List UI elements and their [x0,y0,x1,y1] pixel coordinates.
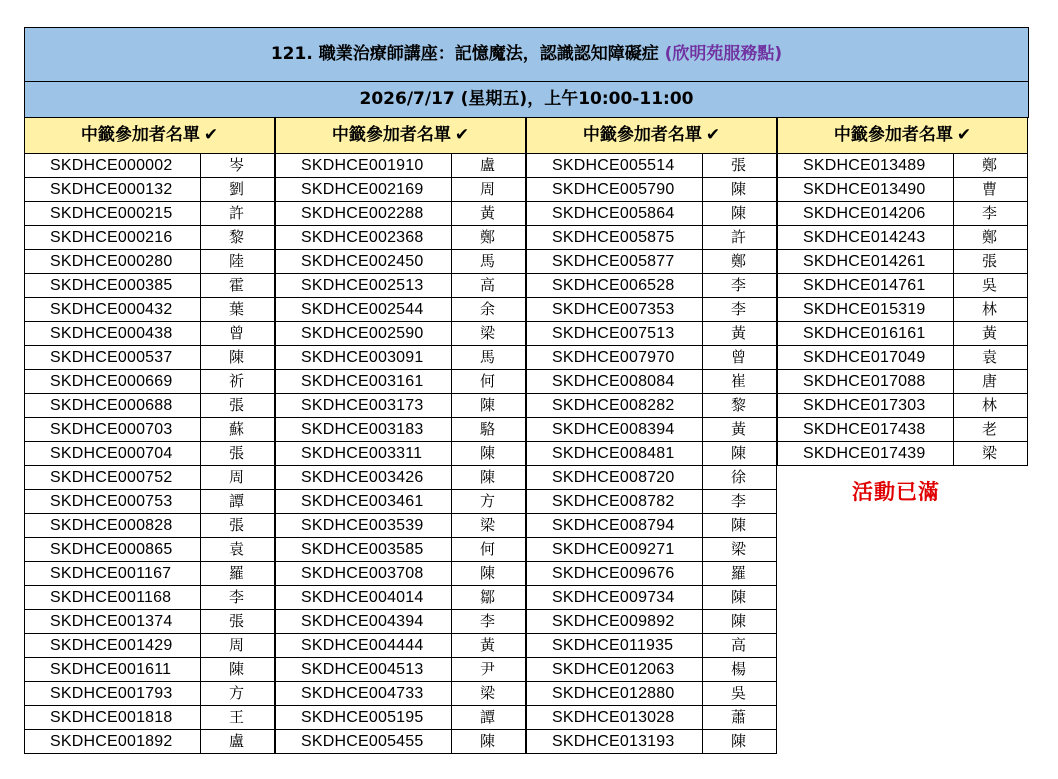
participant-surname: 張 [201,610,275,633]
table-row [24,706,275,730]
participant-code: SKDHCE007353 [526,298,703,321]
table-row [777,346,1028,370]
table-row [275,586,526,610]
participant-surname: 陳 [703,610,777,633]
participant-surname: 陳 [703,586,777,609]
participant-code: SKDHCE000132 [24,178,201,201]
table-row [275,466,526,490]
table-row [275,490,526,514]
column-header-label: 中籤參加者名單 [80,125,200,145]
participant-code: SKDHCE000753 [24,490,201,513]
participant-surname: 岑 [201,154,275,177]
participant-surname: 駱 [452,418,526,441]
participant-surname: 吳 [954,274,1028,297]
participant-code: SKDHCE004733 [275,682,452,705]
table-row [275,298,526,322]
participant-code: SKDHCE005514 [526,154,703,177]
table-row [275,250,526,274]
table-row [526,514,777,538]
participant-code: SKDHCE000537 [24,346,201,369]
participant-code: SKDHCE002513 [275,274,452,297]
participant-surname: 盧 [201,730,275,753]
participant-surname: 林 [954,394,1028,417]
participant-code: SKDHCE009892 [526,610,703,633]
table-row [526,418,777,442]
participant-surname: 李 [954,202,1028,225]
table-row [526,490,777,514]
participant-code: SKDHCE002590 [275,322,452,345]
participant-column-1 [24,118,275,754]
participant-surname: 鄭 [954,226,1028,249]
participant-code: SKDHCE003461 [275,490,452,513]
participant-surname: 許 [201,202,275,225]
participant-surname: 馬 [452,346,526,369]
participant-code: SKDHCE005195 [275,706,452,729]
participant-surname: 羅 [703,562,777,585]
table-row [24,322,275,346]
participant-code: SKDHCE017439 [777,442,954,465]
participant-surname: 黎 [703,394,777,417]
participant-surname: 周 [201,634,275,657]
table-row [526,370,777,394]
participant-code: SKDHCE002169 [275,178,452,201]
participant-surname: 黃 [452,634,526,657]
participant-surname: 梁 [452,514,526,537]
participant-code: SKDHCE000438 [24,322,201,345]
participant-surname: 黎 [201,226,275,249]
table-row [777,226,1028,250]
participant-code: SKDHCE013028 [526,706,703,729]
participant-surname: 劉 [201,178,275,201]
table-row [526,274,777,298]
table-row [275,154,526,178]
participant-code: SKDHCE001910 [275,154,452,177]
participant-surname: 蕭 [703,706,777,729]
participant-code: SKDHCE002368 [275,226,452,249]
table-row [526,394,777,418]
participant-column-4 [777,118,1028,466]
participant-surname: 林 [954,298,1028,321]
table-row [526,730,777,754]
participant-surname: 梁 [452,322,526,345]
table-row [777,274,1028,298]
participant-surname: 曹 [954,178,1028,201]
participant-code: SKDHCE012880 [526,682,703,705]
participant-surname: 陳 [703,202,777,225]
participant-surname: 李 [703,274,777,297]
participant-code: SKDHCE005875 [526,226,703,249]
participant-surname: 譚 [201,490,275,513]
participant-code: SKDHCE009676 [526,562,703,585]
participant-code: SKDHCE005790 [526,178,703,201]
participant-code: SKDHCE016161 [777,322,954,345]
participant-surname: 李 [201,586,275,609]
table-row [777,418,1028,442]
participant-code: SKDHCE000432 [24,298,201,321]
table-row [24,202,275,226]
table-row [24,250,275,274]
participant-code: SKDHCE008481 [526,442,703,465]
participant-surname: 陳 [452,394,526,417]
participant-code: SKDHCE003708 [275,562,452,585]
table-row [24,562,275,586]
participant-code: SKDHCE000002 [24,154,201,177]
participant-code: SKDHCE014261 [777,250,954,273]
table-row [24,346,275,370]
table-row [24,274,275,298]
table-row [526,466,777,490]
participant-code: SKDHCE000280 [24,250,201,273]
participant-surname: 陳 [201,658,275,681]
table-row [526,250,777,274]
table-row [526,442,777,466]
participant-surname: 何 [452,538,526,561]
table-row [526,586,777,610]
table-row [275,610,526,634]
table-row [24,586,275,610]
participant-surname: 黃 [703,418,777,441]
column-header-label: 中籤參加者名單 [582,125,702,145]
table-row [526,178,777,202]
table-row [275,322,526,346]
participant-code: SKDHCE004394 [275,610,452,633]
participant-surname: 陳 [452,562,526,585]
table-row [275,274,526,298]
table-row [526,706,777,730]
participant-surname: 張 [201,442,275,465]
table-row [777,154,1028,178]
event-full-notice: 活動已滿 [852,480,940,504]
participant-surname: 袁 [201,538,275,561]
participant-code: SKDHCE005864 [526,202,703,225]
participant-surname: 陸 [201,250,275,273]
table-row [24,154,275,178]
participant-surname: 葉 [201,298,275,321]
participant-code: SKDHCE009734 [526,586,703,609]
table-row [777,442,1028,466]
table-row [275,706,526,730]
participant-code: SKDHCE004513 [275,658,452,681]
table-row [777,250,1028,274]
participant-surname: 王 [201,706,275,729]
table-row [275,226,526,250]
participant-code: SKDHCE005877 [526,250,703,273]
checkmark-icon: ✔ [705,125,721,145]
event-title-main: 121. 職業治療師講座：記憶魔法，認識認知障礙症 [270,44,665,64]
participant-code: SKDHCE008282 [526,394,703,417]
column-header [777,118,1028,154]
participant-surname: 何 [452,370,526,393]
participant-surname: 陳 [452,466,526,489]
participant-code: SKDHCE004014 [275,586,452,609]
table-row [275,682,526,706]
participant-code: SKDHCE008394 [526,418,703,441]
participant-code: SKDHCE017049 [777,346,954,369]
participant-code: SKDHCE004444 [275,634,452,657]
column-header-label: 中籤參加者名單 [833,125,953,145]
participant-column-3 [526,118,777,754]
table-row [24,466,275,490]
table-row [275,370,526,394]
table-row [777,370,1028,394]
table-row [275,514,526,538]
participant-surname: 余 [452,298,526,321]
participant-surname: 梁 [703,538,777,561]
participant-code: SKDHCE008794 [526,514,703,537]
participant-surname: 羅 [201,562,275,585]
participant-code: SKDHCE003091 [275,346,452,369]
table-row [275,178,526,202]
table-row [24,394,275,418]
participant-surname: 鄭 [452,226,526,249]
participant-code: SKDHCE000865 [24,538,201,561]
participant-surname: 高 [452,274,526,297]
participant-surname: 黃 [452,202,526,225]
participant-list [777,154,1028,466]
participant-surname: 陳 [703,514,777,537]
participant-code: SKDHCE017303 [777,394,954,417]
participant-surname: 霍 [201,274,275,297]
participant-code: SKDHCE001429 [24,634,201,657]
participant-list [24,154,275,754]
participant-code: SKDHCE000752 [24,466,201,489]
checkmark-icon: ✔ [454,125,470,145]
participant-code: SKDHCE003539 [275,514,452,537]
participant-surname: 高 [703,634,777,657]
participant-list [275,154,526,754]
participant-surname: 尹 [452,658,526,681]
participant-code: SKDHCE006528 [526,274,703,297]
participant-surname: 李 [703,490,777,513]
participant-surname: 陳 [703,178,777,201]
table-row [275,562,526,586]
table-row [526,610,777,634]
participant-surname: 張 [954,250,1028,273]
participant-code: SKDHCE000688 [24,394,201,417]
table-row [526,322,777,346]
table-row [275,730,526,754]
participant-sheet [24,27,1029,758]
participant-code: SKDHCE002450 [275,250,452,273]
participant-code: SKDHCE003585 [275,538,452,561]
table-row [526,682,777,706]
table-row [275,418,526,442]
participant-surname: 袁 [954,346,1028,369]
participant-code: SKDHCE003173 [275,394,452,417]
participant-code: SKDHCE014761 [777,274,954,297]
participant-surname: 馬 [452,250,526,273]
participant-surname: 黃 [954,322,1028,345]
participant-code: SKDHCE001818 [24,706,201,729]
participant-code: SKDHCE017438 [777,418,954,441]
checkmark-icon: ✔ [203,125,219,145]
participant-surname: 徐 [703,466,777,489]
participant-surname: 譚 [452,706,526,729]
table-row [24,442,275,466]
participant-surname: 張 [201,394,275,417]
table-row [24,178,275,202]
participant-code: SKDHCE000216 [24,226,201,249]
participant-surname: 周 [201,466,275,489]
table-row [275,394,526,418]
table-row [24,538,275,562]
table-row [275,658,526,682]
participant-code: SKDHCE000703 [24,418,201,441]
column-header-label: 中籤參加者名單 [331,125,451,145]
table-row [777,298,1028,322]
participant-code: SKDHCE005455 [275,730,452,753]
participant-code: SKDHCE014206 [777,202,954,225]
participant-surname: 唐 [954,370,1028,393]
participant-code: SKDHCE001793 [24,682,201,705]
participant-surname: 方 [201,682,275,705]
participant-surname: 周 [452,178,526,201]
event-venue: (欣明苑服務點) [664,44,783,64]
participant-code: SKDHCE015319 [777,298,954,321]
participant-code: SKDHCE009271 [526,538,703,561]
table-row [24,730,275,754]
table-row [275,202,526,226]
table-row [526,634,777,658]
column-header [526,118,777,154]
table-row [526,658,777,682]
participant-surname: 蘇 [201,418,275,441]
participant-surname: 梁 [452,682,526,705]
participant-code: SKDHCE011935 [526,634,703,657]
table-row [275,538,526,562]
table-row [24,490,275,514]
participant-code: SKDHCE000385 [24,274,201,297]
column-header [275,118,526,154]
event-title [24,27,1029,82]
participant-code: SKDHCE001168 [24,586,201,609]
participant-code: SKDHCE003183 [275,418,452,441]
table-row [526,154,777,178]
table-row [526,226,777,250]
participant-surname: 李 [703,298,777,321]
participant-surname: 曾 [201,322,275,345]
participant-code: SKDHCE000704 [24,442,201,465]
table-row [275,346,526,370]
participant-surname: 黃 [703,322,777,345]
participant-surname: 方 [452,490,526,513]
participant-code: SKDHCE013193 [526,730,703,753]
participant-code: SKDHCE014243 [777,226,954,249]
table-row [24,514,275,538]
participant-code: SKDHCE008084 [526,370,703,393]
table-row [24,658,275,682]
table-row [24,610,275,634]
participant-code: SKDHCE003426 [275,466,452,489]
table-row [526,298,777,322]
table-row [24,370,275,394]
participant-code: SKDHCE002544 [275,298,452,321]
participant-surname: 老 [954,418,1028,441]
participant-column-2 [275,118,526,754]
participant-surname: 陳 [703,730,777,753]
participant-surname: 陳 [703,442,777,465]
participant-code: SKDHCE003311 [275,442,452,465]
participant-surname: 陳 [452,442,526,465]
table-row [24,226,275,250]
participant-code: SKDHCE013490 [777,178,954,201]
participant-code: SKDHCE012063 [526,658,703,681]
event-date: 2026/7/17 (星期五)，上午10:00-11:00 [24,82,1029,118]
table-row [275,442,526,466]
column-header [24,118,275,154]
table-row [526,346,777,370]
table-row [526,562,777,586]
participant-code: SKDHCE002288 [275,202,452,225]
participant-code: SKDHCE000215 [24,202,201,225]
participant-code: SKDHCE013489 [777,154,954,177]
participant-surname: 吳 [703,682,777,705]
participant-surname: 鄒 [452,586,526,609]
table-row [24,634,275,658]
participant-code: SKDHCE000828 [24,514,201,537]
table-row [526,538,777,562]
participant-list [526,154,777,754]
participant-surname: 陳 [201,346,275,369]
participant-code: SKDHCE007970 [526,346,703,369]
participant-surname: 鄭 [954,154,1028,177]
participant-code: SKDHCE003161 [275,370,452,393]
table-row [777,394,1028,418]
participant-columns [24,118,1029,758]
participant-code: SKDHCE001167 [24,562,201,585]
participant-surname: 許 [703,226,777,249]
participant-surname: 張 [703,154,777,177]
participant-code: SKDHCE001892 [24,730,201,753]
participant-surname: 盧 [452,154,526,177]
participant-surname: 鄭 [703,250,777,273]
table-row [777,322,1028,346]
participant-surname: 祈 [201,370,275,393]
participant-surname: 張 [201,514,275,537]
table-row [275,634,526,658]
participant-surname: 李 [452,610,526,633]
participant-surname: 陳 [452,730,526,753]
table-row [24,682,275,706]
participant-surname: 梁 [954,442,1028,465]
table-row [24,418,275,442]
participant-code: SKDHCE008782 [526,490,703,513]
participant-surname: 楊 [703,658,777,681]
participant-code: SKDHCE007513 [526,322,703,345]
participant-code: SKDHCE001374 [24,610,201,633]
participant-code: SKDHCE001611 [24,658,201,681]
participant-code: SKDHCE008720 [526,466,703,489]
participant-code: SKDHCE000669 [24,370,201,393]
participant-surname: 崔 [703,370,777,393]
table-row [777,178,1028,202]
table-row [777,202,1028,226]
table-row [24,298,275,322]
participant-surname: 曾 [703,346,777,369]
table-row [526,202,777,226]
checkmark-icon: ✔ [956,125,972,145]
participant-code: SKDHCE017088 [777,370,954,393]
